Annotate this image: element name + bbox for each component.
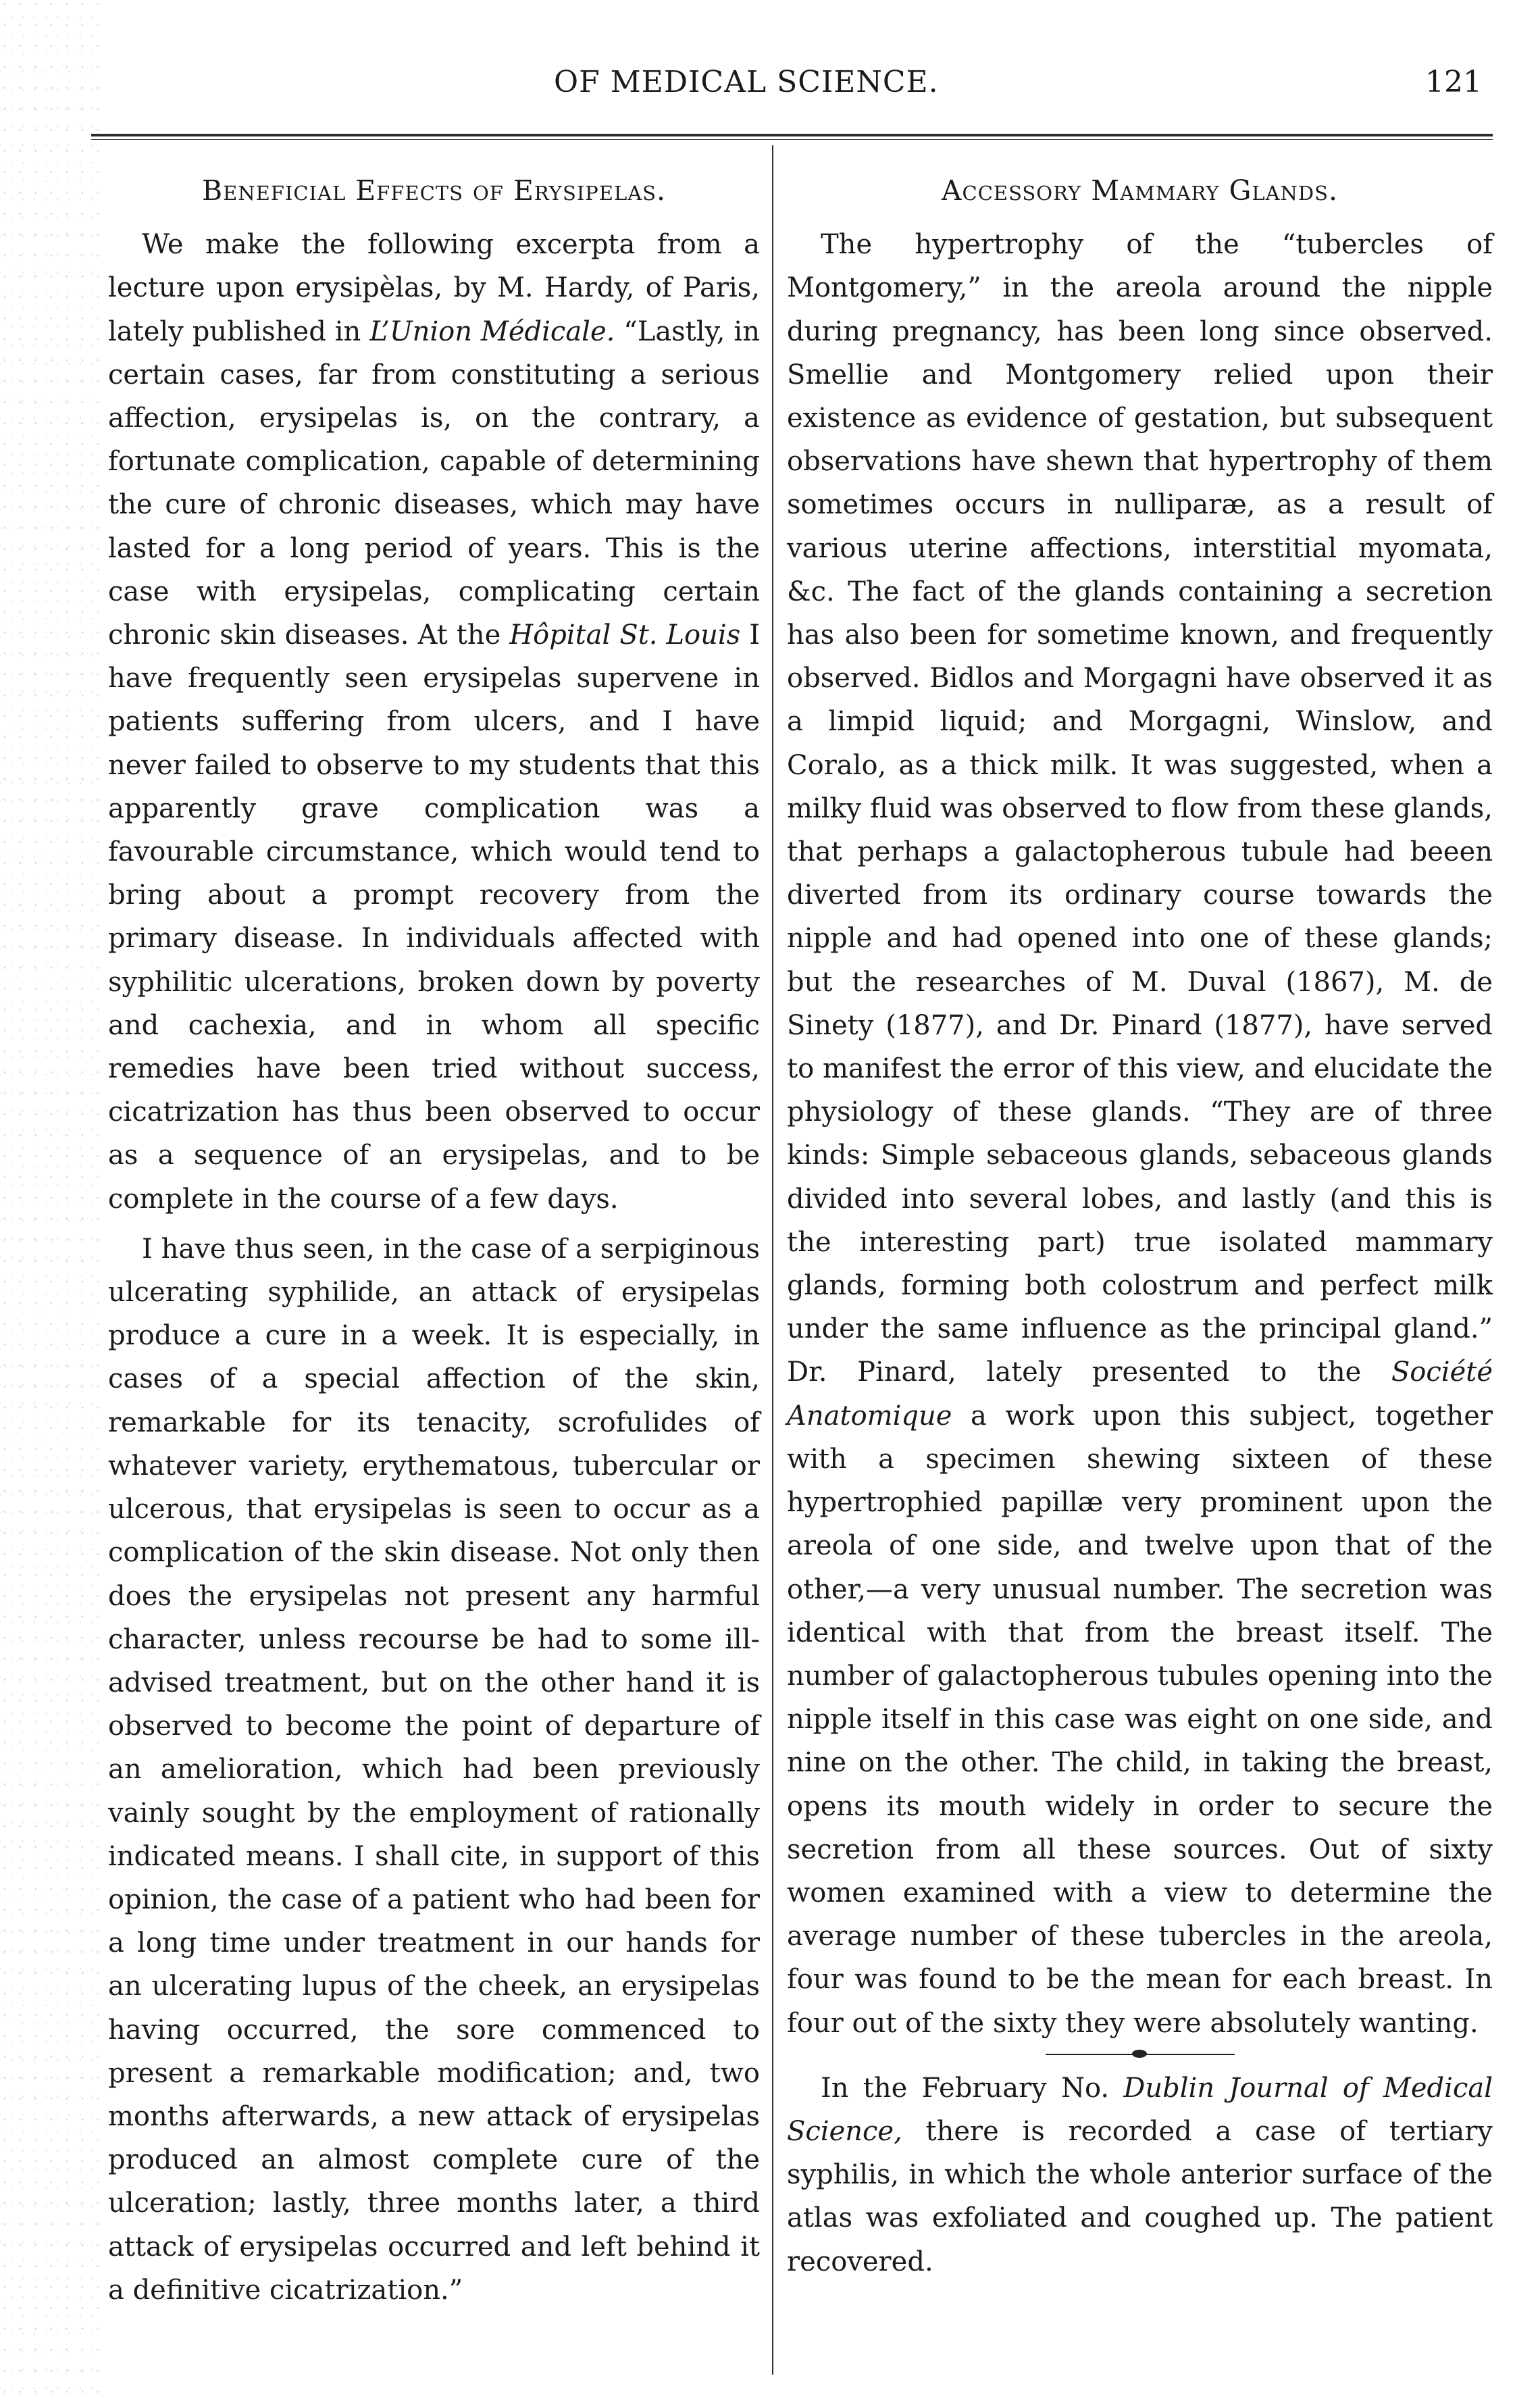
header-rule-thick	[91, 134, 1493, 136]
header-rule-thin	[91, 139, 1493, 140]
news-paragraph	[787, 2067, 1493, 2283]
right-column	[787, 169, 1493, 2283]
article-paragraph	[787, 223, 1493, 2045]
running-title: OF MEDICAL SCIENCE.	[554, 65, 939, 99]
paragraph-text: The hypertrophy of the “tubercles of Montgomery,” in the areola around the nipple during pregnancy, has been long since observed. Smellie and Montgomery relied upon their existence as evidence of gestation, but subsequent observations have shewn that hypertrophy of them sometimes occurs in nulliparæ, as a result of various uterine affections, interstitial myomata, &c. The fact of the glands containing a secretion has also been for sometime known, and frequently observed. Bidlos and Morgagni have observed it as a limpid liquid; and Morgagni, Winslow, and Coralo, as a thick milk. It was suggested, when a milky fluid was observed to flow from these glands, that perhaps a galactopherous tubule had beeen diverted from its ordinary course towards the nipple and had opened into one of these glands; but the researches of M. Duval (1867), M. de Sinety (1877), and Dr. Pinard (1877), have served to manifest the error of this view, and elucidate the physiology of these glands. “They are of three kinds: Simple sebaceous glands, sebaceous glands divided into several lobes, and lastly (and this is the interesting part) true isolated mammary glands, forming both colostrum and perfect milk under the same influence as the principal gland.” Dr. Pinard, lately presented to the	[787, 229, 1493, 1388]
paragraph-text: a work upon this subject, together with a specimen shewing sixteen of these hypertrophied papillæ very prominent upon the areola of one side, and twelve upon that of the other,—a very unusual number. The secretion was identical with that from the breast itself. The number of galactopherous tubules opening into the nipple itself in this case was eight on one side, and nine on the other. The child, in taking the breast, opens its mouth widely in order to secure the secretion from all these sources. Out of sixty women examined with a view to determine the average number of these tubercles in the areola, four was found to be the mean for each breast. In four out of the sixty they were absolutely wanting.	[787, 1400, 1493, 2039]
article-paragraph: I have thus seen, in the case of a serpiginous ulcerating syphilide, an attack of erysipelas produce a cure in a week. It is especially, in cases of a special affection of the skin, remarkable for its tenacity, scrofulides of whatever variety, erythematous, tubercular or ulcerous, that erysipelas is seen to occur as a complication of the skin disease. Not only then does the erysipelas not present any harmful character, unless recourse be had to some ill-advised treatment, but on the other hand it is observed to become the point of departure of an amelioration, which had been previously vainly sought by the employment of rationally indicated means. I shall cite, in support of this opinion, the case of a patient who had been for a long time under treatment in our hands for an ulcerating lupus of the cheek, an erysipelas having occurred, the sore commenced to present a remarkable modification; and, two months afterwards, a new attack of erysipelas produced an almost complete cure of the ulceration; lastly, three months later, a third attack of erysipelas occurred and left behind it a definitive cicatrization.”	[108, 1233, 760, 2306]
page-number: 121	[1425, 65, 1482, 99]
paragraph-text: I have frequently seen erysipelas supervene in patients suffering from ulcers, and I have never failed to observe to my students that this apparently grave complication was a favourable circumstance, which would tend to bring about a prompt recovery from the primary disease. In individuals affected with syphilitic ulcerations, broken down by poverty and cachexia, and in whom all specific remedies have been tried without success, cicatrization has thus been observed to occur as a sequence of an erysipelas, and to be complete in the course of a few days.	[108, 620, 760, 1215]
paragraph-text: there is recorded a case of tertiary syphilis, in which the whole anterior surface of the atlas was exfoliated and coughed up. The patient recovered.	[787, 2115, 1493, 2277]
paragraph-text: We make the following excerpta from a lecture upon erysipèlas, by M. Hardy, of Paris, lately published in	[108, 229, 760, 347]
journal-title-italic: L’Union Médicale.	[369, 315, 615, 347]
hospital-name-italic: Hôpital St. Louis	[509, 620, 741, 651]
journal-title-italic: Dublin Journal of Medical Science,	[787, 2072, 1493, 2147]
article-heading-erysipelas: Beneficial Effects of Erysipelas.	[201, 174, 667, 207]
column-divider	[772, 145, 773, 2375]
running-head	[0, 65, 1540, 105]
scan-margin-speckle	[0, 0, 101, 2401]
left-column	[108, 169, 760, 2312]
article-heading-mammary-glands: Accessory Mammary Glands.	[941, 174, 1339, 207]
society-name-italic: Société Anatomique	[787, 1357, 1493, 1432]
article-paragraph	[108, 223, 760, 1221]
paragraph-text: In the February No.	[821, 2072, 1124, 2104]
section-ornament-rule	[1046, 2049, 1235, 2060]
paragraph-text: “Lastly, in certain cases, far from constituting a serious affection, erysipelas is, on the contrary, a fortunate complication, capable of determining the cure of chronic diseases, which may have lasted for a long period of years. This is the case with erysipelas, complicating certain chronic skin diseases. At the	[108, 315, 760, 651]
